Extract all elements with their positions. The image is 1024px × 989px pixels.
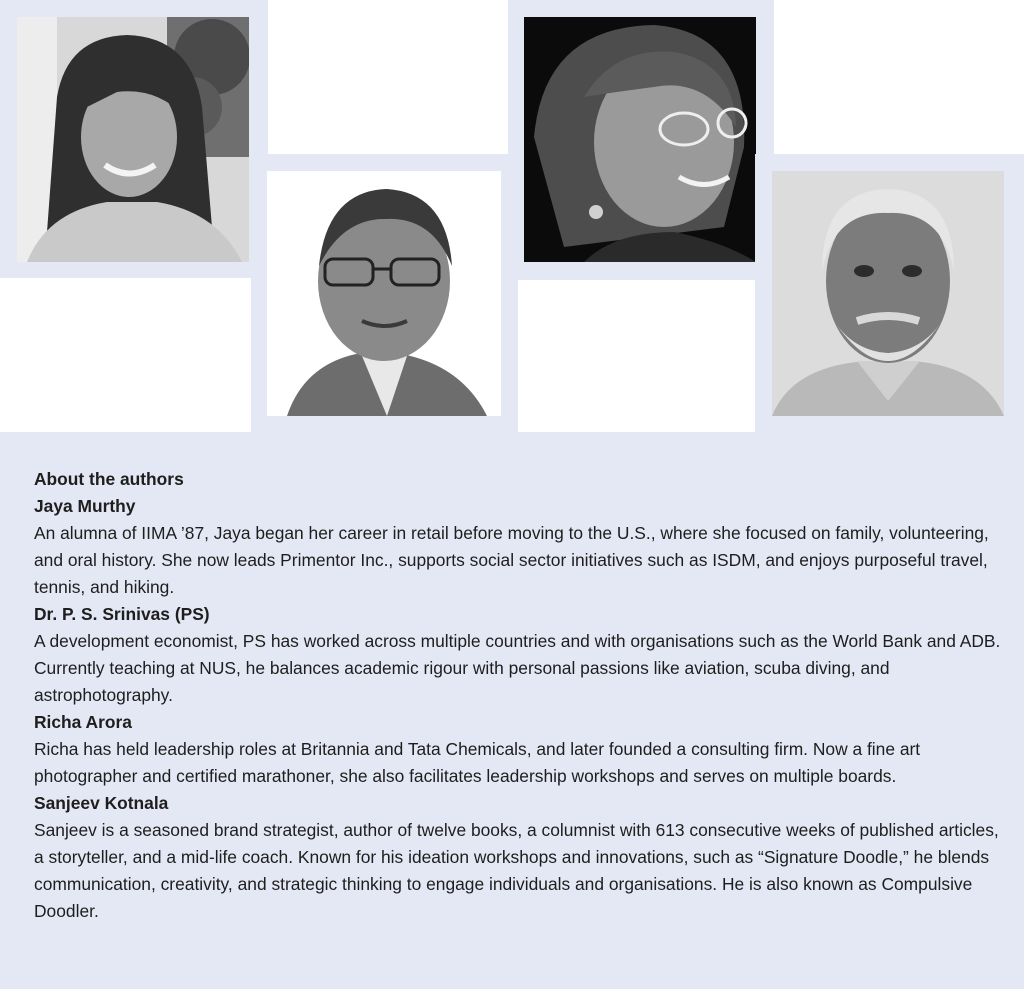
author-name-ps: Dr. P. S. Srinivas (PS) — [34, 604, 210, 624]
author-name-sanjeev: Sanjeev Kotnala — [34, 793, 169, 813]
author-bio-richa: Richa has held leadership roles at Britannia and Tata Chemicals, and later founded a consulting firm. Now a fine art photographer and certified marathoner, she also facilitates leadership workshops and serves on multiple boards. — [34, 739, 921, 786]
author-name-jaya: Jaya Murthy — [34, 496, 136, 516]
author-name-richa: Richa Arora — [34, 712, 132, 732]
section-heading: About the authors — [34, 469, 184, 489]
author-photo-2 — [267, 171, 501, 416]
author-photo-1 — [17, 17, 249, 262]
author-bio-jaya: An alumna of IIMA ’87, Jaya began her career in retail before moving to the U.S., where she focused on family, volunteering, and oral history. She now leads Primentor Inc., supports social sector initiatives such as ISDM, and enjoys purposeful travel, tennis, and hiking. — [34, 523, 989, 597]
author-photo-3 — [524, 17, 756, 262]
author-photo-4 — [772, 171, 1004, 416]
author-bio-ps: A development economist, PS has worked across multiple countries and with organisations such as the World Bank and ADB. Currently teaching at NUS, he balances academic rigour with personal passions like aviation, scuba diving, and astrophotography. — [34, 631, 1001, 705]
authors-bio-panel — [0, 432, 1024, 989]
author-bio-sanjeev: Sanjeev is a seasoned brand strategist, author of twelve books, a columnist with 613 consecutive weeks of published articles, a storyteller, and a mid-life coach. Known for his ideation workshops and innovations, such as “Signature Doodle,” he blends communication, creativity, and strategic thinking to engage individuals and organisations. He is also known as Compulsive Doodler. — [34, 820, 999, 921]
